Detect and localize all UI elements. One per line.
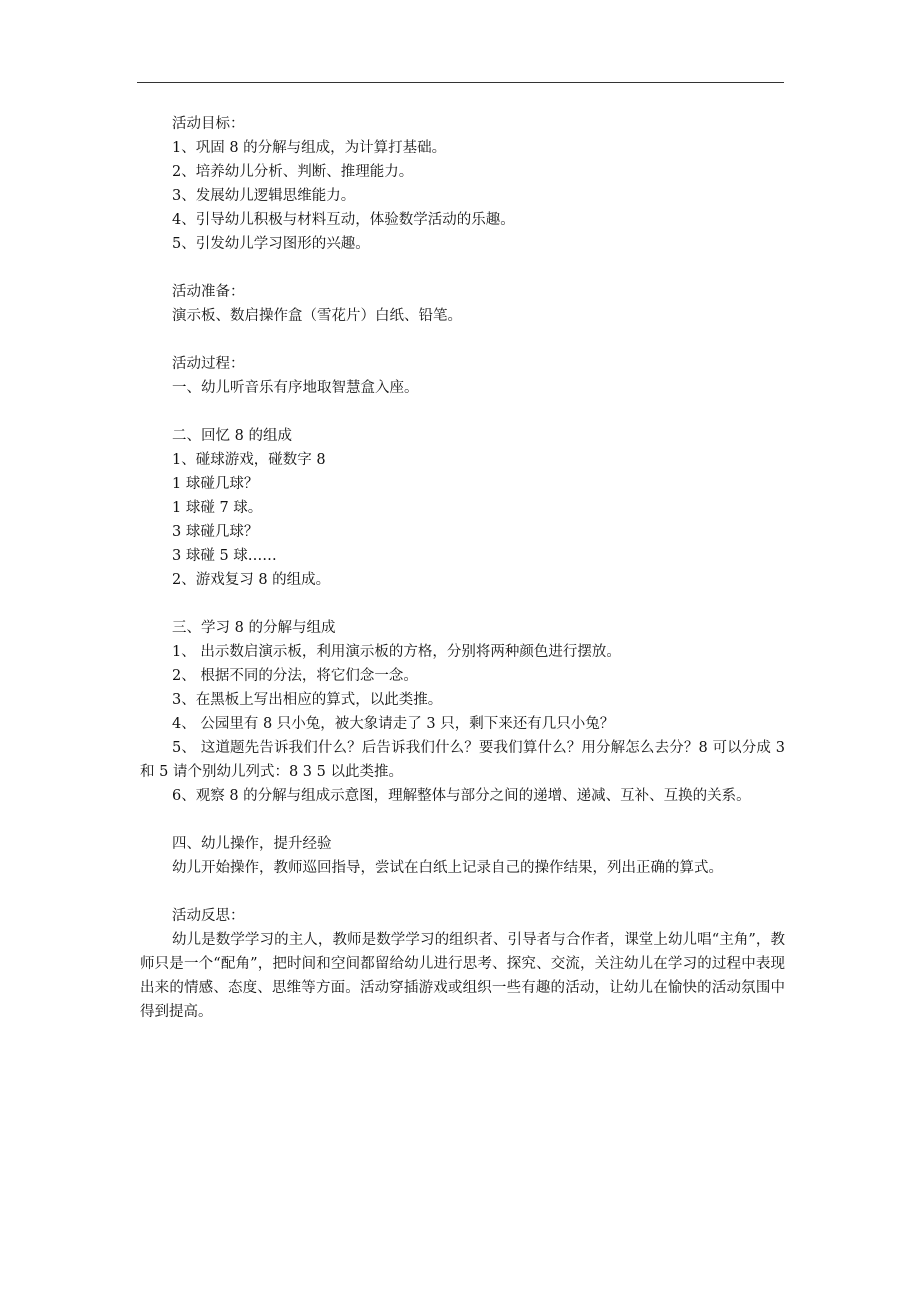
step2-item: 1 球碰几球？: [172, 476, 259, 492]
reflection-section: [140, 904, 790, 1024]
step3-title: 三、学习 8 的分解与组成: [172, 620, 336, 636]
reflection-text: 幼儿是数学学习的主人，教师是数学学习的组织者、引导者与合作者，课堂上幼儿唱“主角”，教师只是一个“配角”，把时间和空间都留给幼儿进行思考、探究、交流，关注幼儿在学习的过程中表现出来的情感、态度、思维等方面。活动穿插游戏或组织一些有趣的活动，让幼儿在愉快的活动氛围中得到提高。: [140, 932, 785, 1020]
step4-title: 四、幼儿操作，提升经验: [172, 836, 332, 852]
goal-item: 1、巩固 8 的分解与组成，为计算打基础。: [172, 140, 447, 156]
reflection-heading: 活动反思：: [172, 908, 245, 924]
step4-text: 幼儿开始操作，教师巡回指导，尝试在白纸上记录自己的操作结果，列出正确的算式。: [172, 860, 723, 876]
process-step-1: 一、幼儿听音乐有序地取智慧盒入座。: [172, 380, 419, 396]
step2-item: 2、游戏复习 8 的组成。: [172, 572, 331, 588]
step3-item-6: 6、观察 8 的分解与组成示意图，理解整体与部分之间的递增、递减、互补、互换的关系。: [172, 788, 751, 804]
step2-title: 二、回忆 8 的组成: [172, 428, 292, 444]
step2-item: 3 球碰几球？: [172, 524, 259, 540]
prep-text: 演示板、数启操作盒（雪花片）白纸、铅笔。: [172, 308, 462, 324]
goals-heading: 活动目标：: [172, 116, 245, 132]
step3-item: 2、 根据不同的分法，将它们念一念。: [172, 668, 418, 684]
document-body: [140, 112, 790, 1048]
step3-item: 1、 出示数启演示板，利用演示板的方格，分别将两种颜色进行摆放。: [172, 644, 621, 660]
step2-item: 1、碰球游戏，碰数字 8: [172, 452, 326, 468]
prep-section: [140, 280, 790, 328]
step3-item: 4、 公园里有 8 只小兔，被大象请走了 3 只，剩下来还有几只小兔？: [172, 716, 615, 732]
goal-item: 5、引发幼儿学习图形的兴趣。: [172, 236, 370, 252]
goals-section: [140, 112, 790, 256]
goal-item: 2、培养幼儿分析、判断、推理能力。: [172, 164, 414, 180]
process-heading: 活动过程：: [172, 356, 245, 372]
header-rule: [137, 82, 784, 83]
step2-section: [140, 424, 790, 592]
step2-item: 1 球碰 7 球。: [172, 500, 263, 516]
step4-section: [140, 832, 790, 880]
step3-section: [140, 616, 790, 808]
goal-item: 4、引导幼儿积极与材料互动，体验数学活动的乐趣。: [172, 212, 515, 228]
step3-item: 3、在黑板上写出相应的算式，以此类推。: [172, 692, 443, 708]
goal-item: 3、发展幼儿逻辑思维能力。: [172, 188, 356, 204]
step3-item-5: 5、 这道题先告诉我们什么？后告诉我们什么？要我们算什么？用分解怎么去分？8 可以分成 3 和 5 请个别幼儿列式：8 3 5 以此类推。: [140, 740, 785, 780]
process-section: [140, 352, 790, 400]
step2-item: 3 球碰 5 球……: [172, 548, 277, 564]
prep-heading: 活动准备：: [172, 284, 245, 300]
